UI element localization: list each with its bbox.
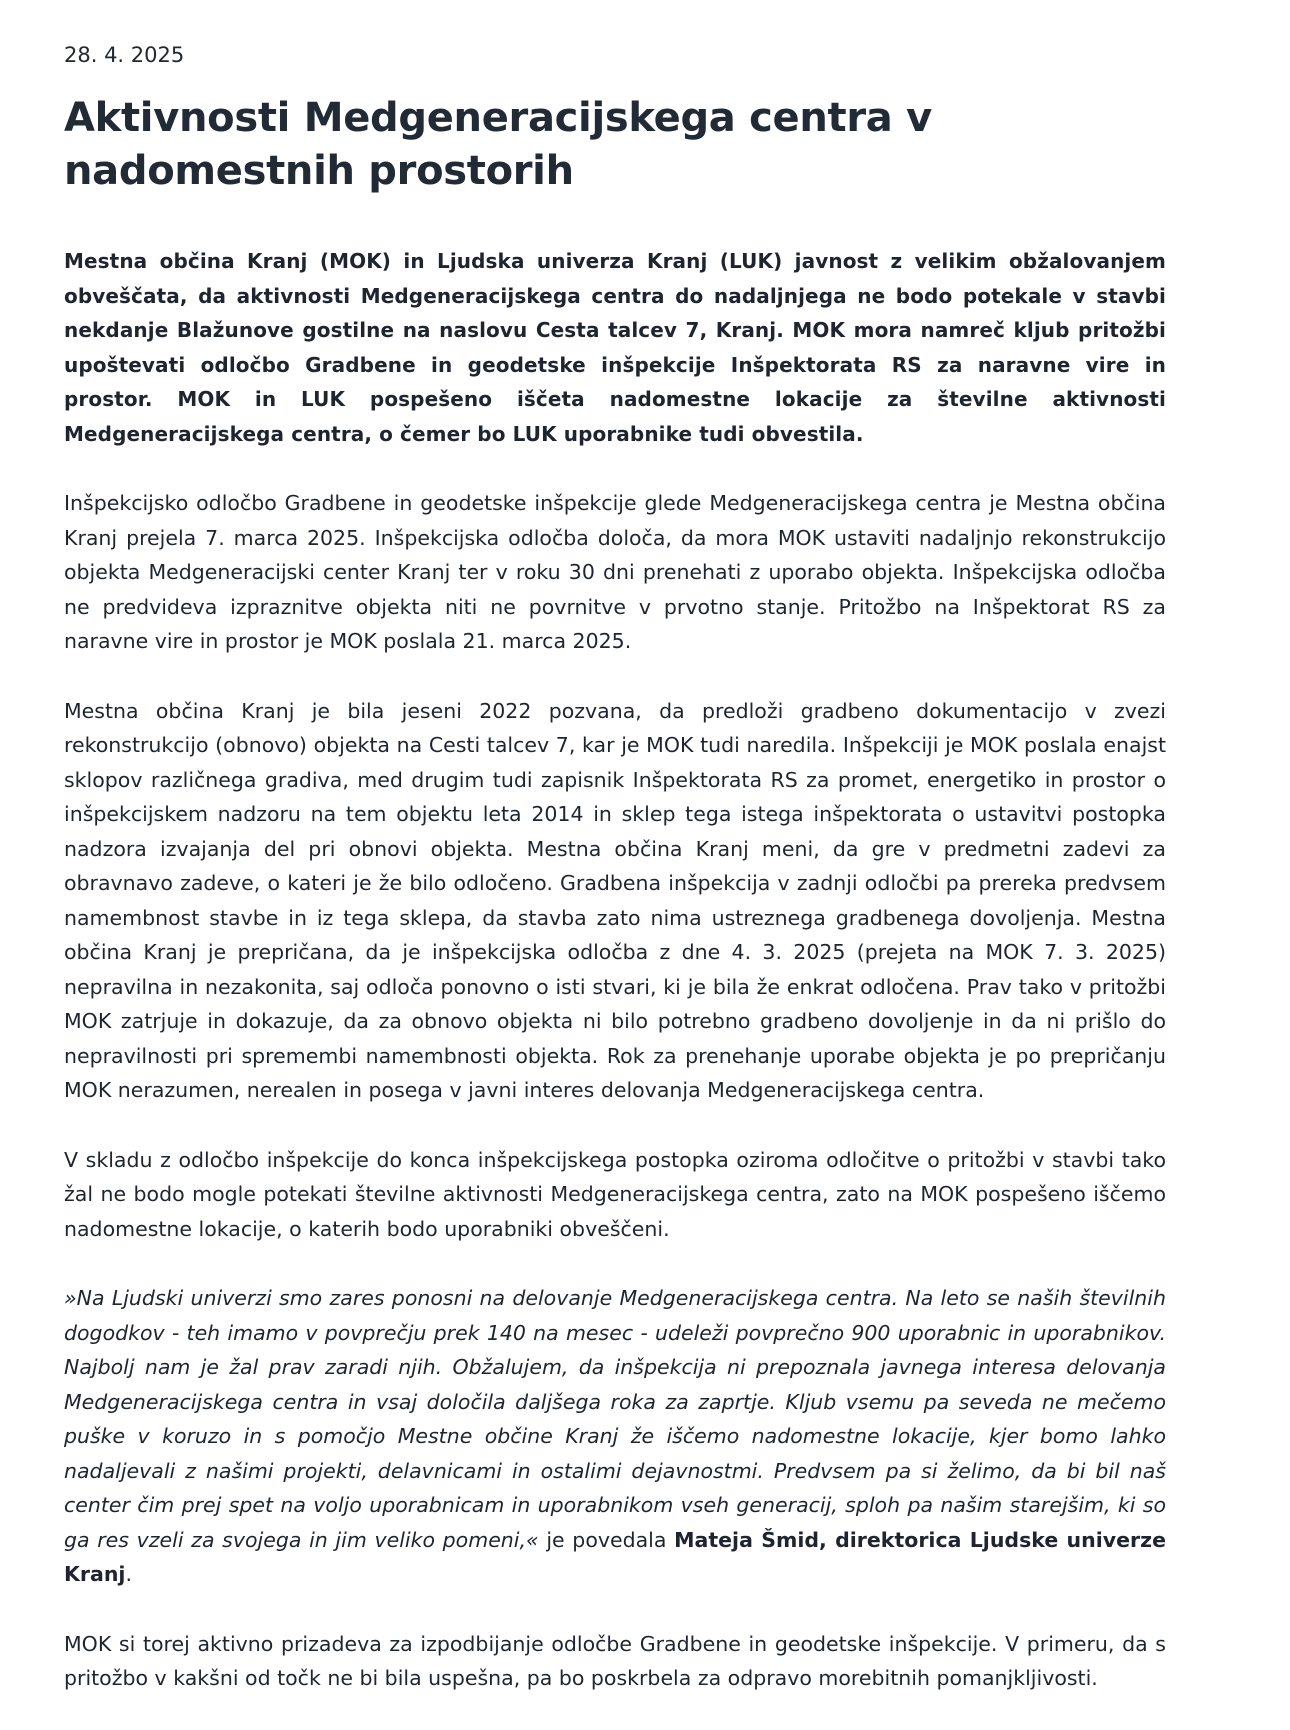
article-title: Aktivnosti Medgeneracijskega centra v nadomestnih prostorih: [64, 95, 932, 194]
quote-text: »Na Ljudski univerzi smo zares ponosni na delovanje Medgeneracijskega centra. Na leto se naših številnih dogodkov - teh imamo v povprečju prek 140 na mesec - udeleži povprečno 900 uporabnic in uporabnikov. Najbolj nam je žal prav zaradi njih. Obžalujem, da inšpekcija ni prepoznala javnega interesa delovanja Medgeneracijskega centra in vsaj določila daljšega roka za zaprtje. Kljub vsemu pa seveda ne mečemo puške v koruzo in s pomočjo Mestne občine Kranj že iščemo nadomestne lokacije, kjer bomo lahko nadaljevali z našimi projekti, delavnicami in ostalimi dejavnostmi. Predvsem pa si želimo, da bi bil naš center čim prej spet na voljo uporabnicam in uporabnikom vseh generacij, sploh pa našim starejšim, ki so ga res vzeli za svojega in jim veliko pomeni,«: [64, 1286, 1166, 1552]
quote-connector: je povedala: [538, 1527, 675, 1552]
quote-end: .: [125, 1562, 132, 1586]
quote-author: Mateja Šmid, direktorica Ljudske univerze Kranj: [64, 1527, 1166, 1586]
body-paragraph-1: Inšpekcijsko odločbo Gradbene in geodetske inšpekcije glede Medgeneracijskega centra je Mestna občina Kranj prejela 7. marca 2025. Inšpekcijska odločba določa, da mora MOK ustaviti nadaljnjo rekonstrukcijo objekta Medgeneracijski center Kranj ter v roku 30 dni prenehati z uporabo objekta. Inšpekcijska odločba ne predvideva izpraznitve objekta niti ne povrnitve v prvotno stanje. Pritožbo na Inšpektorat RS za naravne vire in prostor je MOK poslala 21. marca 2025.: [64, 491, 1166, 653]
body-paragraph-2: Mestna občina Kranj je bila jeseni 2022 pozvana, da predloži gradbeno dokumentacijo v zvezi rekonstrukcijo (obnovo) objekta na Cesti talcev 7, kar je MOK tudi naredila. Inšpekciji je MOK poslala enajst sklopov različnega gradiva, med drugim tudi zapisnik Inšpektorata RS za promet, energetiko in prostor o inšpekcijskem nadzoru na tem objektu leta 2014 in sklep tega istega inšpektorata o ustavitvi postopka nadzora izvajanja del pri obnovi objekta. Mestna občina Kranj meni, da gre v predmetni zadevi za obravnavo zadeve, o kateri je že bilo odločeno. Gradbena inšpekcija v zadnji odločbi pa prereka predvsem namembnost stavbe in iz tega sklepa, da stavba zato nima ustreznega gradbenega dovoljenja. Mestna občina Kranj je prepričana, da je inšpekcijska odločba z dne 4. 3. 2025 (prejeta na MOK 7. 3. 2025) nepravilna in nezakonita, saj odloča ponovno o isti stvari, ki je bila že enkrat odločena. Prav tako v pritožbi MOK zatrjuje in dokazuje, da za obnovo objekta ni bilo potrebno gradbeno dovoljenje in da ni prišlo do nepravilnosti pri spremembi namembnosti objekta. Rok za prenehanje uporabe objekta je po prepričanju MOK nerazumen, nerealen in posega v javni interes delovanja Medgeneracijskega centra.: [64, 698, 1166, 1102]
body-paragraph-4: MOK si torej aktivno prizadeva za izpodbijanje odločbe Gradbene in geodetske inšpekcije. V primeru, da s pritožbo v kakšni od točk ne bi bila uspešna, pa bo poskrbela za odpravo morebitnih pomanjkljivosti.: [64, 1631, 1166, 1690]
lead-text: Mestna občina Kranj (MOK) in Ljudska univerza Kranj (LUK) javnost z velikim obžalovanjem obveščata, da aktivnosti Medgeneracijskega centra do nadaljnjega ne bodo potekale v stavbi nekdanje Blažunove gostilne na naslovu Cesta talcev 7, Kranj. MOK mora namreč kljub pritožbi upoštevati odločbo Gradbene in geodetske inšpekcije Inšpektorata RS za naravne vire in prostor. MOK in LUK pospešeno iščeta nadomestne lokacije za številne aktivnosti Medgeneracijskega centra, o čemer bo LUK uporabnike tudi obvestila.: [64, 249, 1166, 446]
body-paragraph-3: V skladu z odločbo inšpekcije do konca inšpekcijskega postopka oziroma odločitve o pritožbi v stavbi tako žal ne bodo mogle potekati številne aktivnosti Medgeneracijskega centra, zato na MOK pospešeno iščemo nadomestne lokacije, o katerih bodo uporabniki obveščeni.: [64, 1147, 1166, 1241]
lead-paragraph: [64, 244, 1166, 451]
article-date: 28. 4. 2025: [64, 43, 185, 67]
article-body: [64, 244, 1166, 1696]
quote-paragraph: [64, 1281, 1166, 1592]
